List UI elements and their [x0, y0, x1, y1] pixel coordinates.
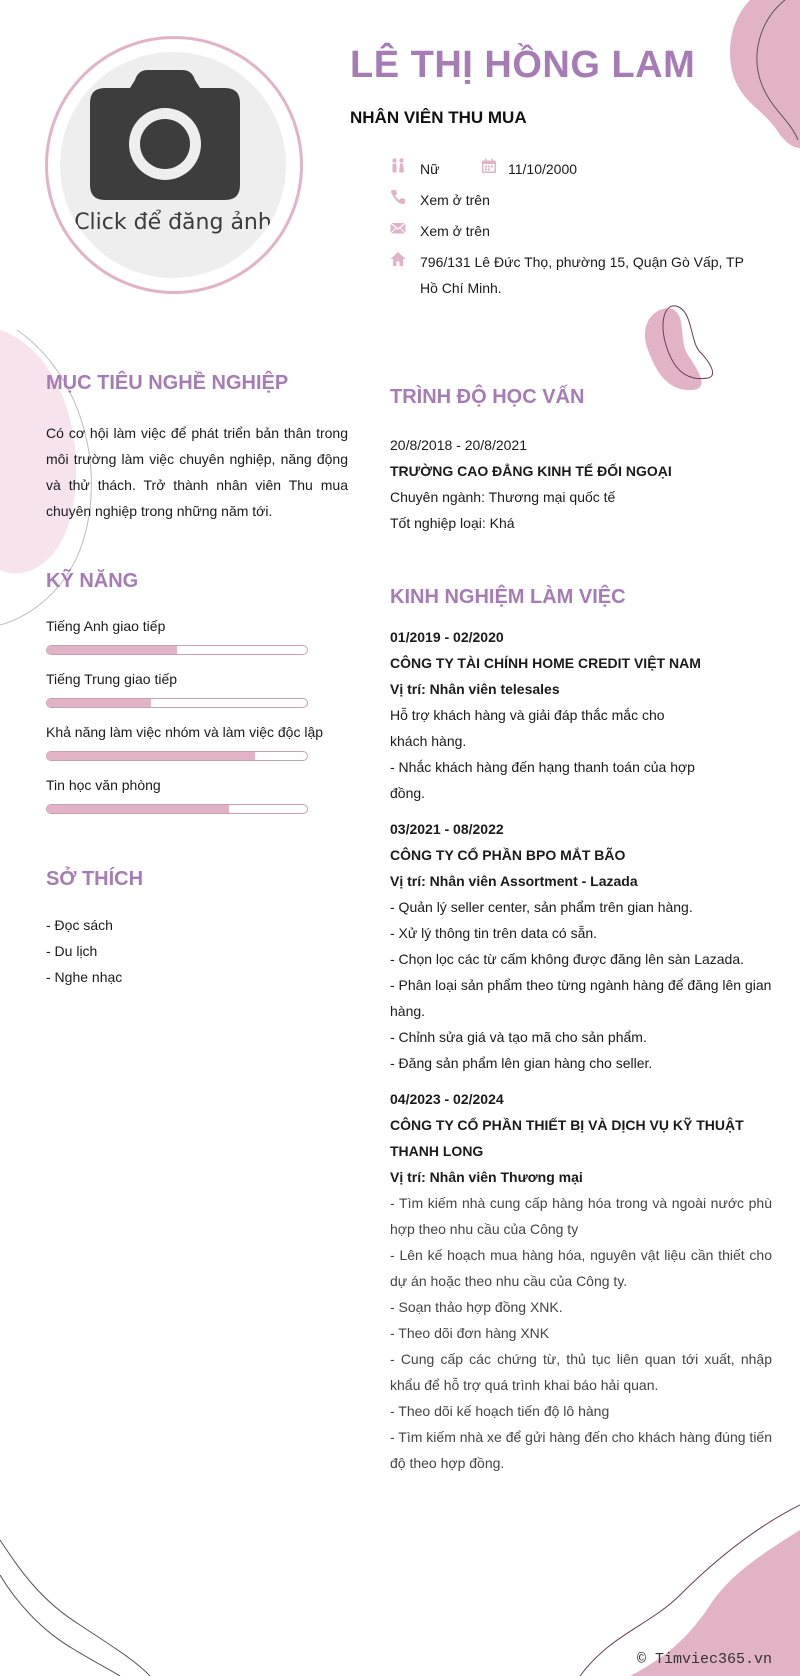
- education-grade: Tốt nghiệp loại: Khá: [390, 515, 515, 531]
- job-position: Vị trí: Nhân viên telesales: [390, 681, 560, 697]
- candidate-job-title: NHÂN VIÊN THU MUA: [350, 108, 527, 127]
- address-line-1: 796/131 Lê Đức Thọ, phường 15, Quận Gò Vấp, TP: [420, 254, 744, 270]
- skill-label: Tin học văn phòng: [46, 777, 161, 793]
- avatar-upload-label: Click để đăng ảnh: [74, 210, 272, 235]
- avatar-upload-area[interactable]: [60, 52, 286, 278]
- education-major: Chuyên ngành: Thương mại quốc tế: [390, 489, 616, 505]
- gender-value: Nữ: [420, 161, 440, 177]
- hobby-item: - Du lịch: [46, 943, 98, 959]
- job-company: CÔNG TY CỔ PHẦN BPO MẮT BÃO: [390, 847, 626, 863]
- job-duty: - Chọn lọc các từ cấm không được đăng lên sàn Lazada.: [390, 951, 745, 967]
- gender-icon: [390, 158, 406, 174]
- email-icon: [390, 220, 406, 236]
- skill-bar: [46, 645, 308, 655]
- job-position: Vị trí: Nhân viên Assortment - Lazada: [390, 873, 638, 889]
- job-duty: - Xử lý thông tin trên data có sẵn.: [390, 925, 598, 941]
- job-period: 03/2021 - 08/2022: [390, 821, 504, 837]
- job-period: 04/2023 - 02/2024: [390, 1091, 504, 1107]
- skill-bar: [46, 751, 308, 761]
- skill-bar-fill: [47, 646, 177, 654]
- job-period: 01/2019 - 02/2020: [390, 629, 504, 645]
- objective-text: Có cơ hội làm việc để phát triển bản thân trong môi trường làm việc chuyên nghiệp, năng động và thử thách. Trở thành nhân viên Thu mua chuyên nghiệp trong những năm tới.: [46, 425, 348, 519]
- job-company: CÔNG TY TÀI CHÍNH HOME CREDIT VIỆT NAM: [390, 655, 701, 671]
- job-duty: - Quản lý seller center, sản phẩm trên gian hàng.: [390, 899, 693, 915]
- skill-bar-fill: [47, 699, 151, 707]
- bottom-right-blob-decoration: [560, 1495, 800, 1676]
- job-duty: - Theo dõi kế hoạch tiến độ lô hàng: [390, 1403, 610, 1419]
- job-duty: - Tìm kiếm nhà xe để gửi hàng đến cho khách hàng đúng tiến độ theo hợp đồng.: [390, 1429, 772, 1471]
- experience-list: [390, 624, 772, 1476]
- hobby-item: - Đọc sách: [46, 917, 113, 933]
- experience-heading: KINH NGHIỆM LÀM VIỆC: [390, 586, 626, 608]
- job-duty: - Chỉnh sửa giá và tạo mã cho sản phẩm.: [390, 1029, 647, 1045]
- job-duty: - Phân loại sản phẩm theo từng ngành hàng để đăng lên gian hàng.: [390, 977, 772, 1019]
- education-heading: TRÌNH ĐỘ HỌC VẤN: [390, 386, 585, 408]
- camera-icon: [90, 70, 240, 200]
- skill-bar: [46, 698, 308, 708]
- job-duty: - Tìm kiếm nhà cung cấp hàng hóa trong và ngoài nước phù hợp theo nhu cầu của Công ty: [390, 1195, 772, 1237]
- bottom-left-lines-decoration: [0, 1530, 160, 1676]
- job-duty: Hỗ trợ khách hàng và giải đáp thắc mắc cho khách hàng.: [390, 707, 665, 749]
- top-right-blob-decoration: [690, 0, 800, 150]
- job-position: Vị trí: Nhân viên Thương mại: [390, 1169, 583, 1185]
- education-school: TRƯỜNG CAO ĐẲNG KINH TẾ ĐỐI NGOẠI: [390, 463, 672, 479]
- skills-heading: KỸ NĂNG: [46, 570, 139, 592]
- hobbies-heading: SỞ THÍCH: [46, 868, 144, 890]
- skill-label: Khả năng làm việc nhóm và làm việc độc lập: [46, 724, 324, 740]
- birthday-value: 11/10/2000: [508, 161, 578, 177]
- objective-heading: MỤC TIÊU NGHỀ NGHIỆP: [46, 372, 289, 394]
- skill-bar: [46, 804, 308, 814]
- phone-icon: [390, 189, 406, 205]
- hobby-item: - Nghe nhạc: [46, 969, 123, 985]
- home-icon: [390, 251, 406, 267]
- education-block: [390, 432, 772, 536]
- address-line-2: Hồ Chí Minh.: [420, 280, 502, 296]
- skill-bar-fill: [47, 805, 229, 813]
- job-duty: - Cung cấp các chứng từ, thủ tục liên quan tới xuất, nhập khẩu để hỗ trợ quá trình khai báo hải quan.: [390, 1351, 772, 1393]
- calendar-icon: [481, 158, 497, 174]
- job-duty: - Nhắc khách hàng đến hạng thanh toán của hợp đồng.: [390, 759, 695, 801]
- job-duty: - Đăng sản phẩm lên gian hàng cho seller.: [390, 1055, 653, 1071]
- job-duty: - Soạn thảo hợp đồng XNK.: [390, 1299, 563, 1315]
- job-duty: - Lên kế hoạch mua hàng hóa, nguyên vật liệu cần thiết cho dự án hoặc theo nhu cầu của Công ty.: [390, 1247, 772, 1289]
- skill-bar-fill: [47, 752, 255, 760]
- education-period: 20/8/2018 - 20/8/2021: [390, 437, 528, 453]
- skill-label: Tiếng Anh giao tiếp: [46, 618, 166, 634]
- job-company: CÔNG TY CỔ PHẦN THIẾT BỊ VÀ DỊCH VỤ KỸ THUẬT THANH LONG: [390, 1117, 744, 1159]
- skill-label: Tiếng Trung giao tiếp: [46, 671, 178, 687]
- job-duty: - Theo dõi đơn hàng XNK: [390, 1325, 550, 1341]
- phone-value: Xem ở trên: [420, 192, 490, 208]
- candidate-name: LÊ THỊ HỒNG LAM: [350, 44, 696, 86]
- email-value: Xem ở trên: [420, 223, 490, 239]
- middle-blob-decoration: [638, 300, 718, 400]
- footer-watermark: © Timviec365.vn: [636, 1651, 772, 1668]
